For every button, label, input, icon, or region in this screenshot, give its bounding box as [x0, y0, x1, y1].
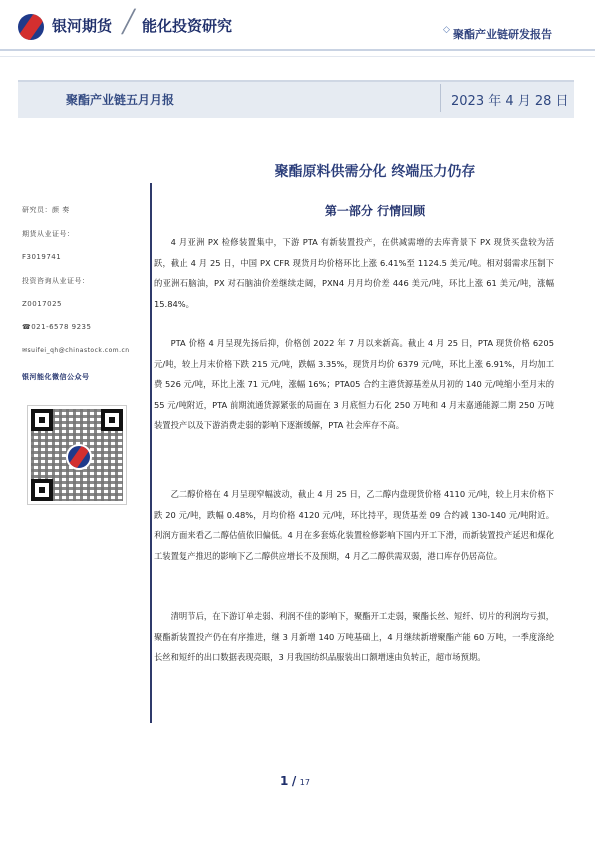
header-divider: ╱ [122, 10, 136, 35]
banner-title: 聚酯产业链五月月报 [66, 93, 175, 107]
brand-name: 银河期货 [52, 17, 113, 35]
diamond-icon: ◇ [443, 25, 450, 35]
futures-cert-label: 期货从业证号： [22, 230, 75, 238]
email-address: ✉suifei_qh@chinastock.com.cn [22, 347, 130, 354]
paragraph-polyester: 清明节后，在下游订单走弱、利润不佳的影响下，聚酯开工走弱，聚酯长丝、短纤、切片的利润均亏损，聚酯新装置投产仍在有序推进，继 3 月新增 140 万吨基础上，4 月继续新增聚酯产能 60 万吨，一季度涤纶长丝和短纤的出口数据表现亮眼，3 月我国纺织品服装出口额增速由负转正，超市场预期。 [154, 611, 554, 663]
paragraph-pta: PTA 价格 4 月呈现先扬后抑，价格创 2022 年 7 月以来新高。截止 4 月 25 日，PTA 现货价格 6205 元/吨，较上月末价格下跌 215 元/吨，跌幅 3.35%，现货月均价 6379 元/吨，环比上涨 6.91%，月均加工费 526 元/吨，环比上涨 71 元/吨，涨幅 16%；PTA05 合约主港货源基差从月初的 140 元/吨缩小至月末的 55 元/吨附近，PTA 前期流通货源紧张的局面在 3 月底恒力石化 250 万吨和 4 月末嘉通能源二期 250 万吨装置投产以及下游消费走弱的影响下逐渐缓解，PTA 社会库存不高。 [154, 338, 554, 431]
paragraph-meg: 乙二醇价格在 4 月呈现窄幅波动，截止 4 月 25 日，乙二醇内盘现货价格 4110 元/吨，较上月末价格下跌 20 元/吨，跌幅 0.48%，月均价格 4120 元/吨，环比持平，现货基差 09 合约减 130-140 元/吨附近。利润方面来看乙二醇估值依旧偏低。4 月在多套炼化装置检修影响下国内开工下滑，而新装置投产延迟和煤化工装置复产推迟的影响下乙二醇供应增长不及预期，4 月乙二醇供需双弱，港口库存仍居高位。 [154, 489, 554, 561]
advisory-cert-number: Z0017025 [22, 300, 62, 308]
column-divider [150, 183, 152, 723]
qr-finder-top-right [101, 409, 123, 431]
qr-finder-top-left [31, 409, 53, 431]
report-tag: 聚酯产业链研发报告 [453, 28, 552, 41]
analyst-name: 研究员：颜 奏 [22, 206, 70, 214]
total-pages: 17 [299, 778, 310, 787]
wechat-qr-code-icon [27, 405, 127, 505]
department-name: 能化投资研究 [142, 17, 233, 35]
section-heading: 第一部分 行情回顾 [324, 204, 426, 218]
galaxy-futures-logo-icon [18, 14, 44, 40]
wechat-label: 银河能化微信公众号 [22, 373, 90, 381]
banner-divider [440, 84, 441, 112]
report-title: 聚酯原料供需分化 终端压力仍存 [274, 164, 476, 180]
advisory-cert-label: 投资咨询从业证号： [22, 277, 90, 285]
current-page: 1 [280, 774, 289, 788]
qr-logo-icon [66, 444, 92, 470]
header-rule [0, 49, 595, 51]
page-number [280, 774, 310, 788]
report-date: 2023 年 4 月 28 日 [451, 94, 569, 109]
qr-finder-bottom-left [31, 479, 53, 501]
phone-number: ☎021-6578 9235 [22, 323, 92, 331]
header-rule-thin [0, 56, 595, 57]
paragraph-px: 4 月亚洲 PX 检修装置集中，下游 PTA 有新装置投产，在供减需增的去库背景下 PX 现货买盘较为活跃，截止 4 月 25 日，中国 PX CFR 现货月均价格环比上涨 6.41%至 1124.5 美元/吨。相对弱需求压制下的亚洲石脑油，PX 对石脑油价差继续走阔，PXN4 月月均价差 446 美元/吨，环比上涨 61 美元/吨，涨幅 15.84%。 [154, 237, 554, 309]
page-separator: / [291, 774, 297, 788]
futures-cert-number: F3019741 [22, 253, 62, 261]
